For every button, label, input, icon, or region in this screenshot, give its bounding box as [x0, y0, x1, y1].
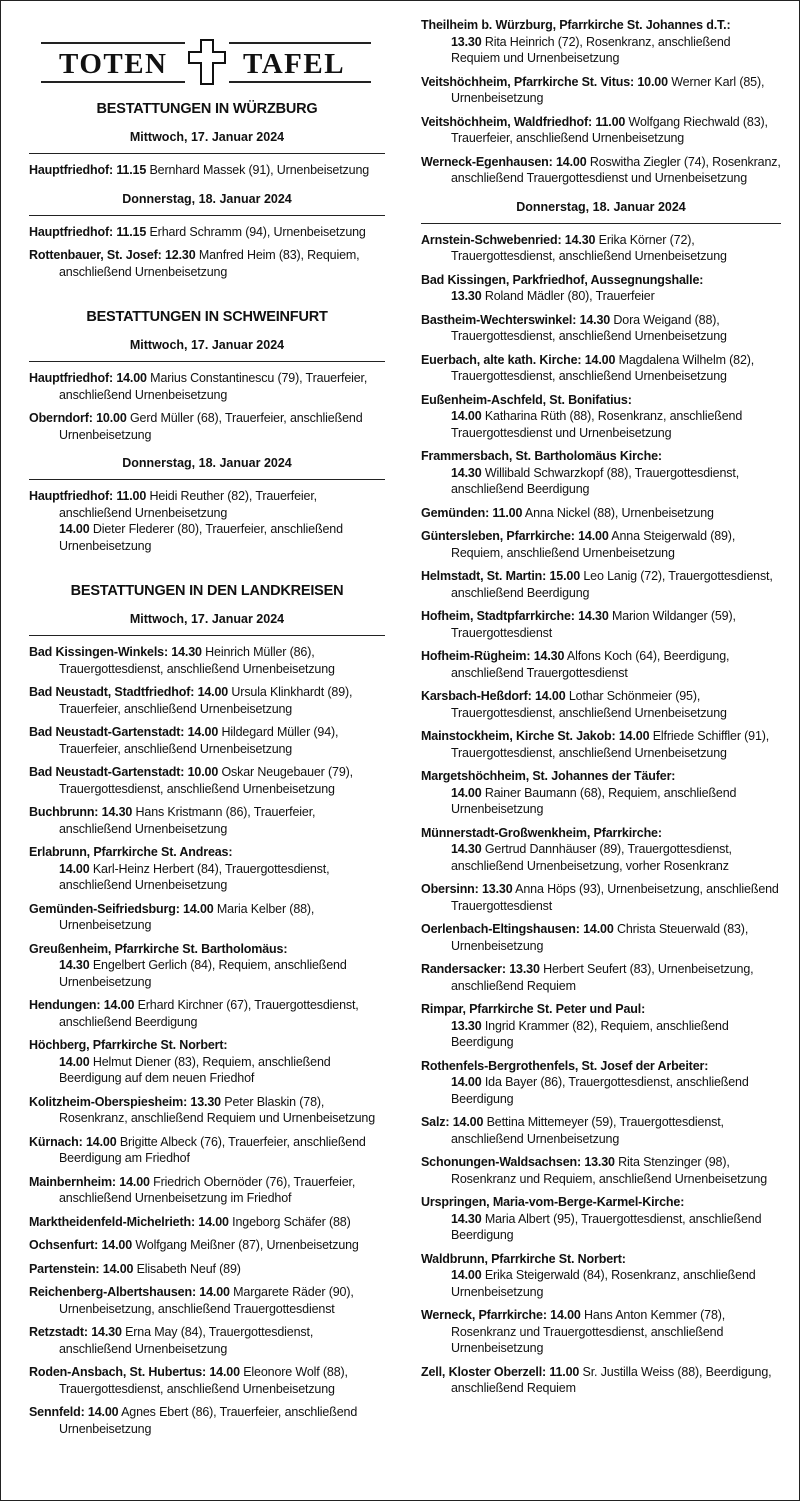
entry-second-line [451, 288, 781, 305]
entry-place-time: Hofheim, Stadtpfarrkirche: 14.30 [421, 609, 609, 623]
entry-time: 13.30 [451, 34, 482, 49]
obituary-entry [421, 392, 781, 442]
entry-details: Roland Mädler (80), Trauerfeier [481, 289, 655, 303]
obituary-entry [421, 961, 781, 994]
obituary-entry [29, 370, 385, 403]
obituary-entry [421, 825, 781, 875]
entry-place-time: Rottenbauer, St. Josef: 12.30 [29, 248, 196, 262]
entry-place-time: Werneck, Pfarrkirche: 14.00 [421, 1308, 581, 1322]
obituary-entry [29, 1324, 385, 1357]
entry-second-line [451, 1211, 781, 1244]
section-gap [29, 287, 385, 309]
entry-place-time: Urspringen, Maria-vom-Berge-Karmel-Kirche: [421, 1195, 685, 1209]
entry-place-time: Münnerstadt-Großwenkheim, Pfarrkirche: [421, 825, 662, 840]
entry-place-time: Bad Neustadt-Gartenstadt: 14.00 [29, 725, 219, 739]
obituary-entry [421, 1307, 781, 1357]
entry-second-line [451, 785, 781, 818]
entry-details: Peter Blaskin (78), Rosenkranz, anschließend Requiem und Urnenbeisetzung [59, 1094, 376, 1125]
entry-place-time: Gemünden-Seifriedsburg: 14.00 [29, 901, 214, 916]
entry-details: Karl-Heinz Herbert (84), Trauergottesdienst, anschließend Urnenbeisetzung [59, 861, 330, 892]
masthead-word-right: TAFEL [243, 48, 346, 80]
entry-second-line [59, 861, 385, 894]
left-content [29, 101, 385, 1437]
entry-place-time: Erlabrunn, Pfarrkirche St. Andreas: [29, 845, 233, 859]
obituary-entry [421, 505, 781, 522]
entry-details: Rainer Baumann (68), Requiem, anschließend Urnenbeisetzung [451, 785, 737, 816]
date-heading: Mittwoch, 17. Januar 2024 [29, 130, 385, 154]
entry-time: 14.30 [59, 958, 90, 972]
entry-details: Hans Kristmann (86), Trauerfeier, anschließend Urnenbeisetzung [59, 805, 316, 836]
entry-time: 13.30 [451, 1018, 482, 1033]
entry-place-time: Gemünden: 11.00 [421, 505, 523, 520]
obituary-entry [421, 1058, 781, 1108]
entry-details: Erna May (84), Trauergottesdienst, anschließend Urnenbeisetzung [59, 1325, 314, 1356]
entry-details: Dieter Flederer (80), Trauerfeier, anschließend Urnenbeisetzung [59, 522, 343, 553]
entry-place-time: Margetshöchheim, St. Johannes der Täufer: [421, 769, 676, 783]
entry-details: Elisabeth Neuf (89) [133, 1261, 241, 1276]
entry-details: Oskar Neugebauer (79), Trauergottesdienst, anschließend Urnenbeisetzung [59, 765, 353, 796]
entry-details: Herbert Seufert (83), Urnenbeisetzung, anschließend Requiem [451, 962, 754, 993]
date-heading: Donnerstag, 18. Januar 2024 [29, 456, 385, 480]
entry-place-time: Randersacker: 13.30 [421, 962, 540, 976]
entry-place-time: Waldbrunn, Pfarrkirche St. Norbert: [421, 1251, 626, 1266]
entry-place-time: Retzstadt: 14.30 [29, 1325, 122, 1339]
date-heading: Mittwoch, 17. Januar 2024 [29, 612, 385, 636]
entry-place-time: Hauptfriedhof: 11.15 [29, 163, 147, 177]
entry-details: Bernhard Massek (91), Urnenbeisetzung [146, 163, 370, 177]
entry-place-time: Greußenheim, Pfarrkirche St. Bartholomäus: [29, 941, 288, 956]
entry-place-time: Hofheim-Rügheim: 14.30 [421, 649, 565, 663]
masthead [29, 1, 385, 93]
entry-details: Elfriede Schiffler (91), Trauergottesdienst, anschließend Urnenbeisetzung [451, 729, 770, 760]
entry-place-time: Theilheim b. Würzburg, Pfarrkirche St. Johannes d.T.: [421, 18, 731, 32]
entry-details: Helmut Diener (83), Requiem, anschließend Beerdigung auf dem neuen Friedhof [59, 1054, 331, 1085]
entry-details: Hans Anton Kemmer (78), Rosenkranz und Trauergottesdienst, anschließend Urnenbeisetzung [451, 1308, 726, 1355]
entry-place-time: Bad Kissingen, Parkfriedhof, Aussegnungshalle: [421, 272, 704, 287]
entry-details: Roswitha Ziegler (74), Rosenkranz, anschließend Trauergottesdienst und Urnenbeisetzung [451, 154, 781, 185]
cross-icon [185, 37, 229, 87]
entry-place-time: Rothenfels-Bergrothenfels, St. Josef der Arbeiter: [421, 1058, 709, 1073]
section-title: BESTATTUNGEN IN DEN LANDKREISEN [70, 583, 344, 599]
masthead-word-left: TOTEN [59, 48, 168, 80]
entry-place-time: Werneck-Egenhausen: 14.00 [421, 154, 587, 169]
entry-place-time: Bad Neustadt-Gartenstadt: 10.00 [29, 765, 219, 779]
section-body [29, 130, 385, 280]
entry-details: Manfred Heim (83), Requiem, anschließend Urnenbeisetzung [59, 248, 360, 279]
obituary-entry [29, 1037, 385, 1087]
entry-details: Katharina Rüth (88), Rosenkranz, anschließend Trauergottesdienst und Urnenbeisetzung [451, 409, 743, 440]
entry-place-time: Euerbach, alte kath. Kirche: 14.00 [421, 352, 616, 367]
obituary-entry [29, 162, 385, 179]
obituary-entry [421, 648, 781, 681]
entry-details: Marion Wildanger (59), Trauergottesdienst [451, 609, 736, 640]
entry-details: Erhard Kirchner (67), Trauergottesdienst, anschließend Beerdigung [59, 998, 359, 1029]
entry-place-time: Güntersleben, Pfarrkirche: 14.00 [421, 529, 609, 543]
section-body [29, 612, 385, 1437]
entry-time: 13.30 [451, 289, 482, 303]
entry-details: Engelbert Gerlich (84), Requiem, anschließend Urnenbeisetzung [59, 958, 347, 989]
obituary-entry [29, 997, 385, 1030]
obituary-entry [29, 1261, 385, 1278]
entry-time: 14.00 [451, 1075, 482, 1089]
obituary-entry [421, 688, 781, 721]
entry-place-time: Obersinn: 13.30 [421, 882, 513, 896]
entry-details: Erika Steigerwald (84), Rosenkranz, anschließend Urnenbeisetzung [451, 1268, 756, 1299]
obituary-entry [29, 224, 385, 241]
entry-details: Leo Lanig (72), Trauergottesdienst, anschließend Beerdigung [451, 569, 773, 600]
entry-place-time: Kürnach: 14.00 [29, 1134, 117, 1149]
entry-place-time: Veitshöchheim, Waldfriedhof: 11.00 [421, 114, 626, 129]
entry-details: Eleonore Wolf (88), Trauergottesdienst, anschließend Urnenbeisetzung [59, 1365, 348, 1396]
entry-details: Maria Albert (95), Trauergottesdienst, anschließend Beerdigung [451, 1211, 762, 1242]
entry-second-line [451, 1018, 781, 1051]
entry-details: Ingeborg Schäfer (88) [228, 1214, 351, 1229]
entry-details: Rita Stenzinger (98), Rosenkranz und Requiem, anschließend Urnenbeisetzung [451, 1155, 768, 1186]
entry-place-time: Bad Neustadt, Stadtfriedhof: 14.00 [29, 685, 229, 699]
obituary-entry [29, 488, 385, 554]
entry-time: 14.00 [451, 409, 482, 423]
obituary-entry [421, 568, 781, 601]
obituary-entry [421, 17, 781, 67]
entry-details: Friedrich Obernöder (76), Trauerfeier, anschließend Urnenbeisetzung im Friedhof [59, 1174, 356, 1205]
entry-details: Dora Weigand (88), Trauergottesdienst, anschließend Urnenbeisetzung [451, 312, 727, 343]
entry-details: Anna Höps (93), Urnenbeisetzung, anschließend Trauergottesdienst [451, 882, 779, 913]
obituary-entry [29, 1404, 385, 1437]
obituary-entry [421, 272, 781, 305]
obituary-entry [29, 684, 385, 717]
section-gap [29, 561, 385, 583]
section-body [29, 338, 385, 554]
obituary-entry [421, 312, 781, 345]
obituary-entry [29, 1237, 385, 1254]
entry-time: 14.00 [451, 785, 482, 800]
obituary-entry [421, 728, 781, 761]
obituary-entry [29, 1134, 385, 1167]
obituary-entry [421, 1154, 781, 1187]
entry-place-time: Hauptfriedhof: 11.00 [29, 489, 147, 503]
entry-details: Christa Steuerwald (83), Urnenbeisetzung [451, 922, 749, 953]
obituary-entry [421, 881, 781, 914]
entry-second-line [451, 408, 781, 441]
right-content [421, 17, 781, 1397]
entry-details: Maria Kelber (88), Urnenbeisetzung [59, 901, 315, 932]
entry-second-line [59, 957, 385, 990]
obituary-entry [421, 528, 781, 561]
entry-place-time: Salz: 14.00 [421, 1115, 484, 1129]
entry-place-time: Frammersbach, St. Bartholomäus Kirche: [421, 449, 662, 463]
obituary-entry [421, 1251, 781, 1301]
entry-details: Agnes Ebert (86), Trauerfeier, anschließend Urnenbeisetzung [59, 1405, 358, 1436]
obituary-entry [421, 1001, 781, 1051]
entry-second-line [451, 465, 781, 498]
entry-place-time: Karsbach-Heßdorf: 14.00 [421, 689, 566, 703]
obituary-entry [29, 724, 385, 757]
entry-time: 14.30 [451, 465, 482, 480]
entry-place-time: Reichenberg-Albertshausen: 14.00 [29, 1285, 230, 1299]
entry-place-time: Oberndorf: 10.00 [29, 411, 127, 425]
entry-place-time: Arnstein-Schwebenried: 14.30 [421, 232, 596, 247]
obituary-entry [421, 1364, 781, 1397]
entry-details: Heinrich Müller (86), Trauergottesdienst, anschließend Urnenbeisetzung [59, 645, 335, 676]
entry-details: Rita Heinrich (72), Rosenkranz, anschließend Requiem und Urnenbeisetzung [451, 34, 731, 65]
entry-details: Bettina Mittemeyer (59), Trauergottesdienst, anschließend Urnenbeisetzung [451, 1115, 724, 1146]
entry-details: Erhard Schramm (94), Urnenbeisetzung [146, 224, 366, 239]
entry-place-time: Veitshöchheim, Pfarrkirche St. Vitus: 10.00 [421, 74, 668, 89]
obituary-entry [29, 1174, 385, 1207]
entry-details: Lothar Schönmeier (95), Trauergottesdienst, anschließend Urnenbeisetzung [451, 689, 727, 720]
obituary-entry [29, 844, 385, 894]
entry-details: Gertrud Dannhäuser (89), Trauergottesdienst, anschließend Urnenbeisetzung, vorher Rosenkranz [451, 842, 732, 873]
entry-details: Brigitte Albeck (76), Trauerfeier, anschließend Beerdigung am Friedhof [59, 1134, 366, 1165]
entry-place-time: Kolitzheim-Oberspiesheim: 13.30 [29, 1094, 221, 1109]
entry-details: Margarete Räder (90), Urnenbeisetzung, anschließend Trauergottesdienst [59, 1285, 354, 1316]
entry-details: Erika Körner (72), Trauergottesdienst, anschließend Urnenbeisetzung [451, 232, 727, 263]
entry-details: Ingrid Krammer (82), Requiem, anschließend Beerdigung [451, 1018, 729, 1049]
obituary-entry [421, 232, 781, 265]
entry-place-time: Schonungen-Waldsachsen: 13.30 [421, 1155, 615, 1169]
entry-place-time: Bastheim-Wechterswinkel: 14.30 [421, 312, 611, 327]
entry-place-time: Hauptfriedhof: 14.00 [29, 371, 147, 385]
obituary-entry [421, 1114, 781, 1147]
entry-place-time: Höchberg, Pfarrkirche St. Norbert: [29, 1038, 228, 1052]
entry-place-time: Rimpar, Pfarrkirche St. Peter und Paul: [421, 1002, 646, 1016]
obituary-entry [29, 1284, 385, 1317]
entry-place-time: Eußenheim-Aschfeld, St. Bonifatius: [421, 392, 632, 407]
entry-details: Werner Karl (85), Urnenbeisetzung [451, 74, 765, 105]
entry-time: 14.00 [59, 1054, 90, 1069]
date-heading: Mittwoch, 17. Januar 2024 [29, 338, 385, 362]
obituary-entry [29, 1214, 385, 1231]
entry-second-line [451, 1074, 781, 1107]
obituary-entry [29, 247, 385, 280]
entry-place-time: Hauptfriedhof: 11.15 [29, 224, 147, 239]
entry-time: 14.30 [451, 842, 482, 856]
entry-place-time: Mainstockheim, Kirche St. Jakob: 14.00 [421, 729, 650, 743]
entry-details: Ursula Klinkhardt (89), Trauerfeier, anschließend Urnenbeisetzung [59, 685, 353, 716]
section-title: BESTATTUNGEN IN WÜRZBURG [96, 101, 318, 117]
obituary-entry [421, 921, 781, 954]
date-heading: Donnerstag, 18. Januar 2024 [421, 200, 781, 224]
entry-details: Gerd Müller (68), Trauerfeier, anschließend Urnenbeisetzung [59, 411, 363, 442]
entry-time: 14.00 [451, 1268, 482, 1282]
entry-place-time: Helmstadt, St. Martin: 15.00 [421, 569, 581, 583]
entry-place-time: Ochsenfurt: 14.00 [29, 1238, 133, 1252]
obituary-entry [421, 768, 781, 818]
entry-place-time: Buchbrunn: 14.30 [29, 805, 133, 819]
obituary-entry [421, 608, 781, 641]
obituary-entry [421, 352, 781, 385]
entry-place-time: Mainbernheim: 14.00 [29, 1174, 150, 1189]
entry-details: Willibald Schwarzkopf (88), Trauergottesdienst, anschließend Beerdigung [451, 465, 740, 496]
entry-details: Anna Steigerwald (89), Requiem, anschließend Urnenbeisetzung [451, 529, 736, 560]
obituary-entry [421, 74, 781, 107]
obituary-entry [29, 941, 385, 991]
entry-details: Marius Constantinescu (79), Trauerfeier, anschließend Urnenbeisetzung [59, 371, 368, 402]
obituary-entry [421, 154, 781, 187]
obituary-entry [421, 1194, 781, 1244]
entry-details: Alfons Koch (64), Beerdigung, anschließend Trauergottesdienst [451, 649, 730, 680]
left-column [29, 1, 385, 1444]
entry-second-line [59, 1054, 385, 1087]
entry-details: Sr. Justilla Weiss (88), Beerdigung, anschließend Requiem [451, 1364, 772, 1395]
entry-time: 14.30 [451, 1211, 482, 1226]
obituary-entry [29, 1364, 385, 1397]
obituary-entry [421, 448, 781, 498]
right-column [421, 1, 781, 1404]
entry-place-time: Sennfeld: 14.00 [29, 1405, 119, 1419]
entry-place-time: Oerlenbach-Eltingshausen: 14.00 [421, 922, 614, 936]
entry-details: Anna Nickel (88), Urnenbeisetzung [522, 505, 714, 520]
entry-details: Heidi Reuther (82), Trauerfeier, anschließend Urnenbeisetzung [59, 489, 317, 520]
entry-details: Magdalena Wilhelm (82), Trauergottesdienst, anschließend Urnenbeisetzung [451, 352, 755, 383]
entry-place-time: Zell, Kloster Oberzell: 11.00 [421, 1364, 580, 1379]
obituary-entry [29, 644, 385, 677]
entry-place-time: Partenstein: 14.00 [29, 1261, 134, 1276]
entry-details: Ida Bayer (86), Trauergottesdienst, anschließend Beerdigung [451, 1075, 749, 1106]
entry-place-time: Bad Kissingen-Winkels: 14.30 [29, 645, 202, 659]
entry-details: Wolfgang Riechwald (83), Trauerfeier, anschließend Urnenbeisetzung [451, 114, 768, 145]
section-title: BESTATTUNGEN IN SCHWEINFURT [86, 309, 328, 325]
entry-place-time: Hendungen: 14.00 [29, 998, 135, 1012]
entry-time: 14.00 [59, 522, 90, 536]
entry-details: Wolfgang Meißner (87), Urnenbeisetzung [132, 1238, 359, 1252]
date-heading: Donnerstag, 18. Januar 2024 [29, 192, 385, 216]
entry-time: 14.00 [59, 861, 90, 876]
obituary-entry [29, 804, 385, 837]
obituary-entry [29, 410, 385, 443]
entry-place-time: Marktheidenfeld-Michelrieth: 14.00 [29, 1214, 229, 1229]
obituary-entry [29, 901, 385, 934]
entry-second-line [59, 521, 385, 554]
entry-details: Hildegard Müller (94), Trauerfeier, anschließend Urnenbeisetzung [59, 725, 339, 756]
entry-second-line [451, 841, 781, 874]
obituary-entry [421, 114, 781, 147]
entry-place-time: Roden-Ansbach, St. Hubertus: 14.00 [29, 1365, 240, 1379]
obituary-entry [29, 1094, 385, 1127]
obituary-entry [29, 764, 385, 797]
entry-second-line [451, 34, 781, 67]
entry-second-line [451, 1267, 781, 1300]
